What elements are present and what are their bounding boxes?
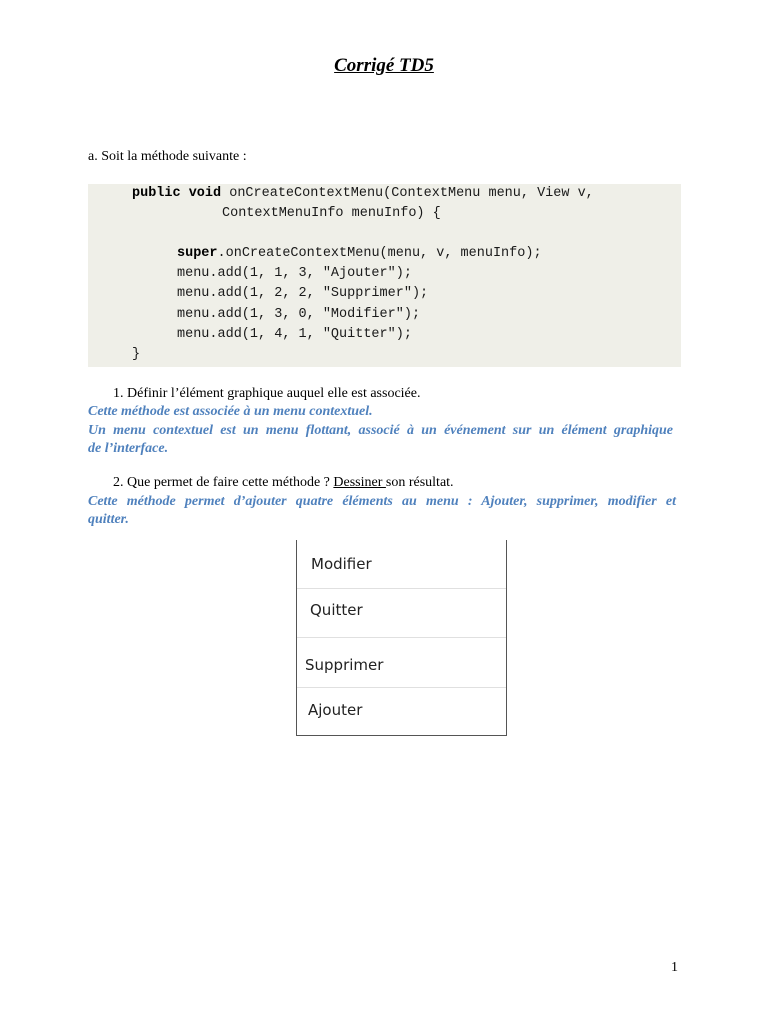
question-2 (113, 475, 454, 491)
menu-item-modifier[interactable]: Modifier (311, 555, 372, 573)
code-line-4: menu.add(1, 1, 3, "Ajouter"); (177, 266, 412, 281)
menu-separator (297, 687, 506, 688)
answer-2-line-1: Cette méthode permet d’ajouter quatre éléments au menu : Ajouter, supprimer, modifier et (88, 494, 676, 509)
menu-item-supprimer[interactable]: Supprimer (305, 656, 384, 674)
answer-1-line-2: Un menu contextuel est un menu flottant, associé à un événement sur un élément graphique (88, 423, 673, 438)
question-2-prefix: 2. Que permet de faire cette méthode ? (113, 475, 334, 490)
question-2-underlined: Dessiner (333, 475, 386, 490)
page-number: 1 (671, 960, 678, 975)
code-keyword: super (177, 246, 218, 261)
answer-1-line-3: de l’interface. (88, 441, 169, 456)
code-keyword: public void (132, 186, 222, 201)
menu-item-ajouter[interactable]: Ajouter (308, 701, 363, 719)
question-1: 1. Définir l’élément graphique auquel elle est associée. (113, 386, 421, 401)
intro-text: a. Soit la méthode suivante : (88, 149, 247, 164)
menu-item-quitter[interactable]: Quitter (310, 601, 363, 619)
code-line-2: ContextMenuInfo menuInfo) { (222, 206, 441, 221)
question-2-suffix: son résultat. (385, 475, 454, 490)
document-title: Corrigé TD5 (334, 55, 434, 76)
code-text: .onCreateContextMenu(menu, v, menuInfo); (217, 246, 542, 261)
menu-separator (297, 637, 506, 638)
code-line-1 (132, 184, 594, 204)
answer-2-line-2: quitter. (88, 512, 129, 527)
menu-separator (297, 588, 506, 589)
code-line-7: menu.add(1, 4, 1, "Quitter"); (177, 327, 412, 342)
code-block (88, 184, 681, 367)
code-line-6: menu.add(1, 3, 0, "Modifier"); (177, 307, 421, 322)
code-line-5: menu.add(1, 2, 2, "Supprimer"); (177, 286, 429, 301)
code-line-8: } (132, 347, 141, 362)
answer-1-line-1: Cette méthode est associée à un menu contextuel. (88, 404, 373, 419)
context-menu (296, 540, 507, 736)
code-text: onCreateContextMenu(ContextMenu menu, View v, (221, 186, 594, 201)
code-line-3 (177, 244, 542, 264)
